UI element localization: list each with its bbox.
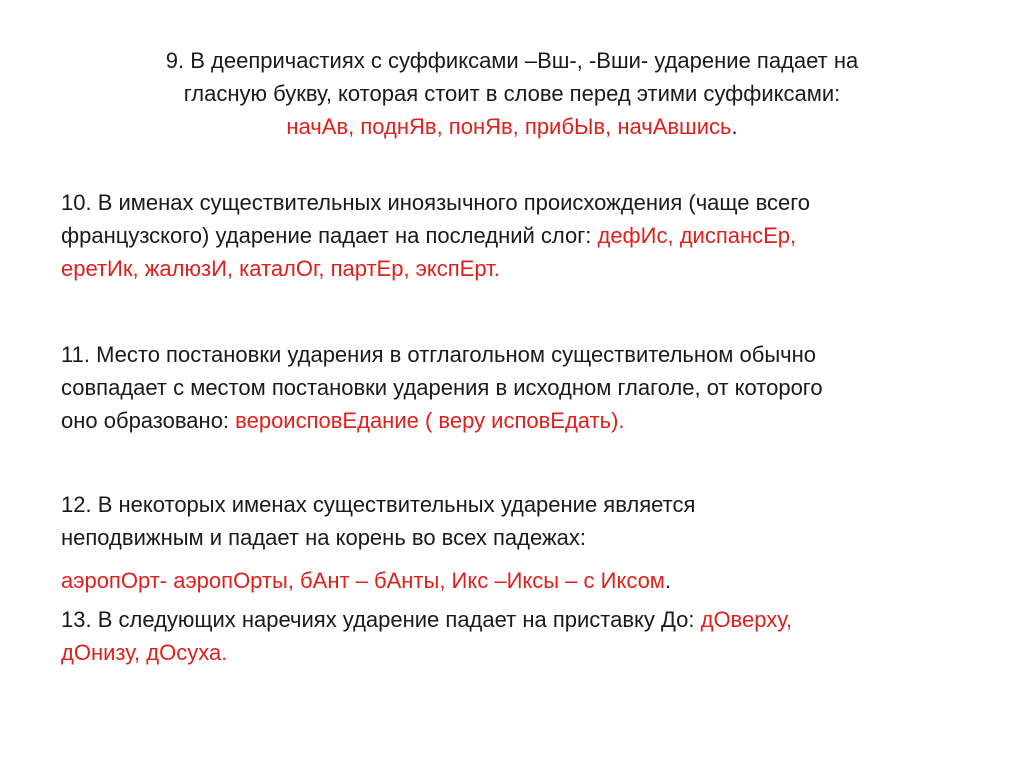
rule-11-line-1: 11. Место постановки ударения в отглагольном существительном обычно — [61, 342, 816, 367]
rule-9-line-2: гласную букву, которая стоит в слове перед этими суффиксами: — [183, 81, 841, 106]
rule-11 — [61, 338, 981, 437]
rule-9-line-1: 9. В деепричастиях с суффиксами –Вш-, -Вши- ударение падает на — [165, 48, 859, 73]
rule-10-line-2-text: французского) ударение падает на последний слог: — [61, 223, 598, 248]
rule-9-examples: начАв, поднЯв, понЯв, прибЫв, начАвшись — [286, 114, 732, 139]
rule-9-line-3 — [100, 110, 924, 143]
rule-12-examples: аэропОрт- аэропОрты, бАнт – бАнты, Икс –Иксы – с Иксом — [61, 568, 665, 593]
rule-13-line-1 — [61, 603, 981, 636]
rule-11-line-3-text: оно образовано: — [61, 408, 236, 433]
rule-11-examples: вероисповЕдание ( веру исповЕдать). — [235, 408, 625, 433]
rule-9 — [100, 44, 924, 143]
rule-10-examples-2: еретИк, жалюзИ, каталОг, партЕр, экспЕрт. — [61, 256, 500, 281]
rule-10-line-1: 10. В именах существительных иноязычного происхождения (чаще всего — [61, 190, 811, 215]
rule-10-line-2 — [61, 219, 961, 252]
rule-12-end: . — [664, 568, 672, 593]
rule-12-examples-line — [61, 564, 961, 597]
rule-9-end: . — [731, 114, 738, 139]
rule-13-examples-2: дОнизу, дОсуха. — [61, 640, 228, 665]
rule-12-line-2: неподвижным и падает на корень во всех падежах: — [61, 525, 587, 550]
rule-10 — [61, 186, 961, 285]
rule-13 — [61, 603, 981, 669]
rule-10-examples-1: дефИс, диспансЕр, — [597, 223, 797, 248]
rule-12 — [61, 488, 961, 554]
rule-12-line-3 — [61, 564, 961, 597]
rule-13-examples-1: дОверху, — [700, 607, 793, 632]
rule-12-line-1: 12. В некоторых именах существительных ударение является — [61, 492, 696, 517]
rule-11-line-2: совпадает с местом постановки ударения в исходном глаголе, от которого — [61, 375, 823, 400]
rule-13-line-1-text: 13. В следующих наречиях ударение падает на приставку До: — [61, 607, 701, 632]
rule-11-line-3 — [61, 404, 981, 437]
